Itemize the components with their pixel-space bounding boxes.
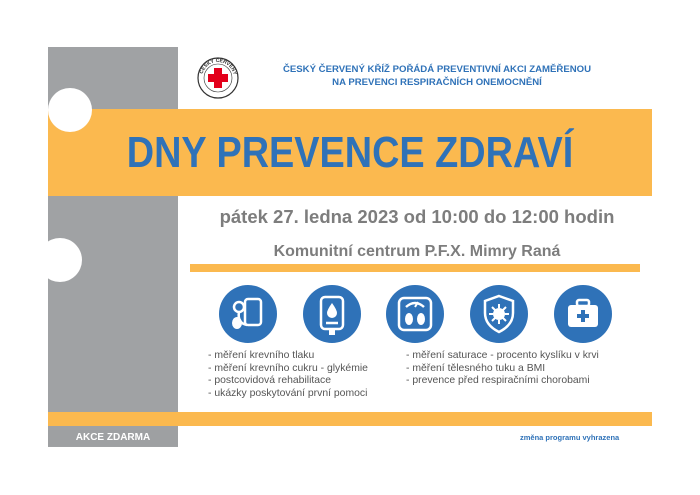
red-cross-logo — [196, 56, 240, 100]
glucometer-icon — [303, 285, 361, 343]
services-list-left — [208, 350, 368, 400]
program-change-note: změna programu vyhrazena — [520, 433, 620, 442]
scale-icon — [386, 285, 444, 343]
orange-divider — [190, 264, 640, 272]
list-item: - měření saturace - procento kyslíku v krvi — [406, 350, 599, 361]
bottom-orange-bar — [48, 412, 652, 426]
list-item: - postcovidová rehabilitace — [208, 375, 332, 386]
decor-circle-top — [48, 88, 92, 132]
list-item: - prevence před respiračními chorobami — [406, 375, 590, 386]
virus-shield-icon — [470, 285, 528, 343]
event-place: Komunitní centrum P.F.X. Mimry Raná — [273, 243, 561, 260]
logo-text: ČESKÝ ČERVENÝ — [198, 57, 238, 76]
list-item: - měření tělesného tuku a BMI — [406, 362, 546, 374]
header-line-2: NA PREVENCI RESPIRAČNÍCH ONEMOCNĚNÍ — [332, 77, 542, 88]
decor-circle-middle — [38, 238, 82, 282]
organizer-header — [262, 63, 612, 89]
event-date: pátek 27. ledna 2023 od 10:00 do 12:00 hodin — [219, 206, 615, 227]
page-title: DNY PREVENCE ZDRAVÍ — [126, 128, 574, 177]
blood-pressure-icon — [219, 285, 277, 343]
list-item: - měření krevního tlaku — [208, 350, 315, 361]
first-aid-kit-icon — [554, 285, 612, 343]
list-item: - měření krevního cukru - glykémie — [208, 362, 368, 374]
header-line-1: ČESKÝ ČERVENÝ KŘÍŽ POŘÁDÁ PREVENTIVNÍ AKCI ZAMĚŘENOU — [282, 64, 592, 75]
services-list-right — [406, 350, 599, 388]
free-event-label: AKCE ZDARMA — [48, 430, 178, 446]
list-item: - ukázky poskytování první pomoci — [208, 387, 368, 399]
